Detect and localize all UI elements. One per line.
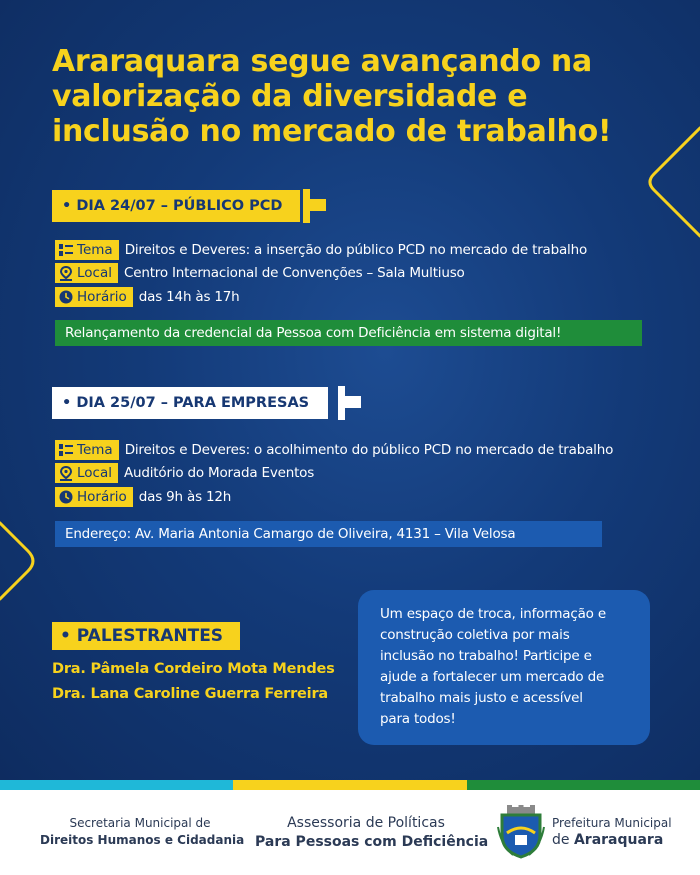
headline [52,44,672,149]
day2-local-label-text: Local [77,465,112,481]
location-pin-icon [59,266,73,281]
day1-tema-label-text: Tema [77,242,113,258]
day2-tema-label [55,440,119,460]
day2-tema-value: Direitos e Deveres: o acolhimento do público PCD no mercado de trabalho [124,442,614,458]
stripe-cyan [0,780,233,790]
list-icon [59,444,73,456]
footer-prefeitura-line-2 [552,831,672,849]
day2-tag: • DIA 25/07 – PARA EMPRESAS [52,387,328,419]
footer-assessoria-line-2: Para Pessoas com Deficiência [255,834,489,850]
footer-prefeitura-line-1: Prefeitura Municipal [552,816,672,830]
footer-prefeitura-city: Araraquara [573,832,664,848]
day1-horario-row [55,287,240,307]
clock-icon [59,490,73,504]
day2-tema-label-text: Tema [77,442,113,458]
callout-line-4: ajude a fortalecer um mercado de [380,669,605,685]
day2-horario-label-text: Horário [77,489,127,505]
callout-line-6: para todos! [380,711,456,727]
footer-secretaria-line-2: Direitos Humanos e Cidadania [40,833,245,847]
stripe-yellow [233,780,467,790]
speaker-name-2: Dra. Lana Caroline Guerra Ferreira [52,686,328,702]
day2-tag-mark-icon [338,386,362,420]
decorative-diamond-left [0,505,50,645]
day1-local-value: Centro Internacional de Convenções – Sala Multiuso [124,265,465,281]
day1-local-label-text: Local [77,265,112,281]
day1-tema-row [55,240,587,260]
day2-horario-label [55,487,133,507]
day2-local-label [55,463,118,483]
day2-horario-value: das 9h às 12h [138,489,232,505]
day2-address-bar: Endereço: Av. Maria Antonia Camargo de Oliveira, 4131 – Vila Velosa [55,521,602,547]
day2-local-row [55,463,314,483]
speakers-tag: • PALESTRANTES [52,622,240,650]
callout-line-3: inclusão no trabalho! Participe e [380,648,592,664]
callout-line-5: trabalho mais justo e acessível [380,690,583,706]
footer-secretaria-line-1: Secretaria Municipal de [69,816,211,830]
day1-horario-label [55,287,133,307]
callout-line-2: construção coletiva por mais [380,627,570,643]
stripe-green [467,780,700,790]
footer-assessoria [255,814,489,852]
day1-horario-value: das 14h às 17h [138,289,240,305]
headline-line-3: inclusão no mercado de trabalho! [52,114,612,149]
callout-box [358,590,650,745]
footer [0,790,700,875]
day1-tag: • DIA 24/07 – PÚBLICO PCD [52,190,300,222]
day1-tag-mark-icon [303,189,327,223]
day1-highlight-bar: Relançamento da credencial da Pessoa com Deficiência em sistema digital! [55,320,642,346]
day2-tema-row [55,440,613,460]
araraquara-crest-icon [497,805,545,859]
footer-assessoria-line-1: Assessoria de Políticas [287,815,445,831]
callout-line-1: Um espaço de troca, informação e [380,606,606,622]
list-icon [59,244,73,256]
day1-local-label [55,263,118,283]
day1-horario-label-text: Horário [77,289,127,305]
footer-secretaria [40,815,245,849]
day2-local-value: Auditório do Morada Eventos [124,465,315,481]
day2-horario-row [55,487,231,507]
headline-line-2: valorização da diversidade e [52,79,528,114]
day1-tema-label [55,240,119,260]
day1-tema-value: Direitos e Deveres: a inserção do público PCD no mercado de trabalho [124,242,588,258]
clock-icon [59,290,73,304]
footer-prefeitura-prefix: de [552,832,570,848]
headline-line-1: Araraquara segue avançando na [52,44,592,79]
day1-local-row [55,263,465,283]
footer-prefeitura [552,816,672,849]
location-pin-icon [59,466,73,481]
speaker-name-1: Dra. Pâmela Cordeiro Mota Mendes [52,661,335,677]
